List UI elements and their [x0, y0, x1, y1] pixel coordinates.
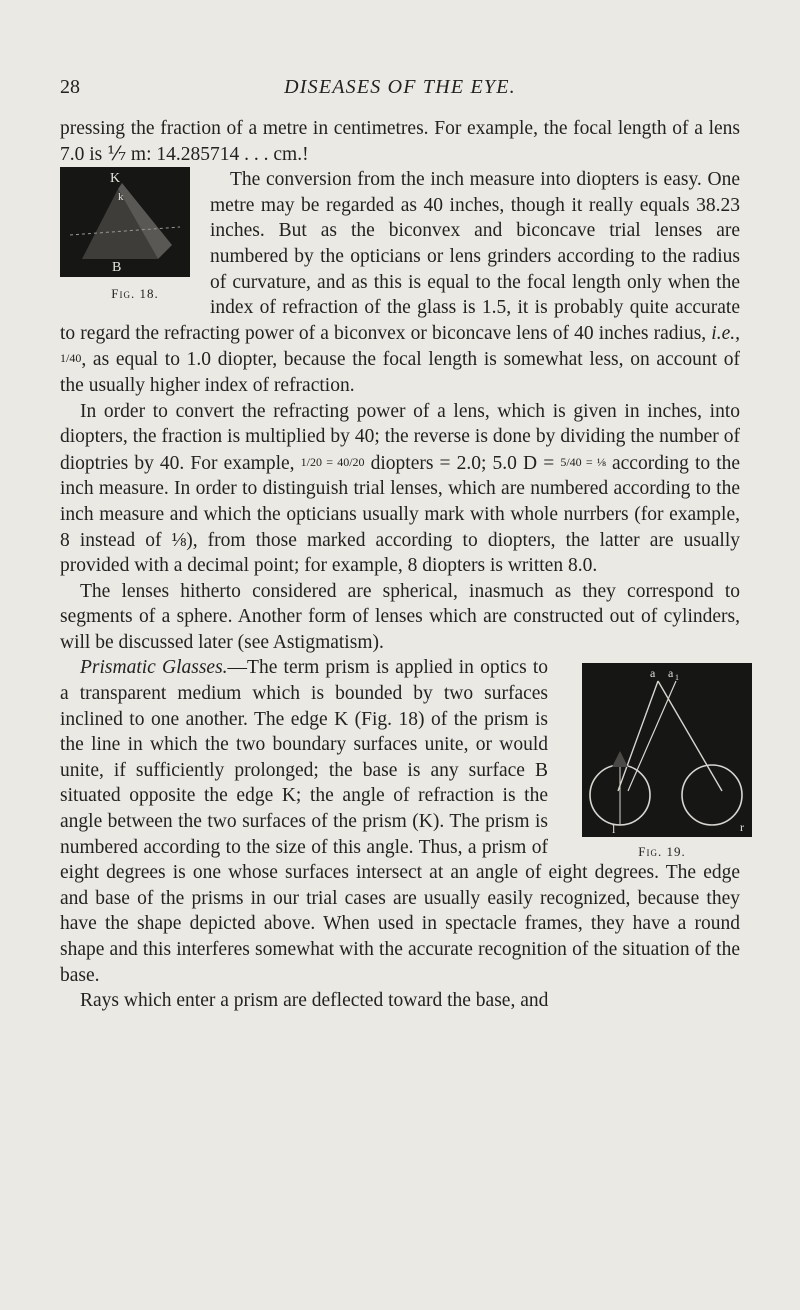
paragraph-2-end: , as equal to 1.0 diopter, because the focal length is somewhat less, on account of the usually higher index of refraction.	[60, 349, 740, 396]
prism-rays-diagram	[582, 663, 752, 837]
base-label-b: B	[112, 260, 122, 276]
paragraph-6: Rays which enter a prism are deflected toward the base, and	[80, 990, 549, 1012]
paragraph-3-end: according to the inch measure. In order to distinguish trial lenses, which are numbered according to the inch measure and which the opticians usually mark with whole nurrbers (for example, 8 instead of ⅛), from those marked according to diopters, the latter are usually provided with a decimal point; for example, 8 diopters is written 8.0.	[60, 452, 741, 577]
label-r: r	[740, 820, 744, 835]
page-number: 28	[60, 76, 80, 98]
label-a1-subscript: 1	[675, 673, 679, 683]
figure-18	[60, 167, 196, 302]
equation-2: 5/40 = ⅛	[560, 454, 606, 469]
figure-19	[562, 663, 744, 860]
ie-abbrev: i.e.,	[711, 322, 740, 344]
edge-label-k: K	[110, 171, 121, 187]
paragraph-4: The lenses hitherto considered are spherical, inasmuch as they correspond to segments of a sphere. Another form of lenses which are constructed out of cylinders, will be discussed later (see Astigmatism).	[60, 580, 740, 653]
equation-1: 1/20 = 40/20	[300, 454, 365, 469]
paragraph-2-text: The conversion from the inch measure into diopters is easy. One metre may be regarded as 40 inches, though it really equals 38.23 inches. But as the biconvex and biconcave trial lenses are numbered by the opticians or lens grinders according to the radius of curvature, and as this is equal to the focal length only when the index of refraction of the glass is 1.5, it is probably quite accurate to regard the refracting power of a biconvex or biconcave lens of 40 inches radius,	[60, 169, 740, 344]
paragraph-3-mid: diopters = 2.0; 5.0 D =	[370, 452, 555, 474]
figure-18-caption: Fig. 18.	[111, 286, 159, 302]
label-a1: a	[668, 666, 674, 681]
page-header	[60, 76, 740, 102]
paragraph-3-start: In order to convert the refracting power of a lens, which is given in inches, into diopters, the fraction is multiplied by 40; the reverse is done by dividing the number of dioptries by 40. For example,	[60, 400, 740, 474]
section-title-prismatic-glasses: Prismatic Glasses.	[80, 657, 228, 679]
fraction-1-40: 1/40	[60, 351, 82, 366]
prism-diagram	[60, 167, 190, 277]
figure-19-caption: Fig. 19.	[638, 844, 686, 860]
small-k-label: k	[118, 191, 124, 204]
paragraph-3	[60, 399, 740, 579]
paragraph-5	[60, 655, 744, 988]
label-l: l	[612, 822, 616, 837]
paragraph-2	[60, 167, 740, 398]
paragraph-5-text: —The term prism is applied in optics to a transparent medium which is bounded by two surfaces inclined to one another. The edge K (Fig. 18) of the prism is the line in which the two boundary surfaces unite, or would unite, if sufficiently prolonged; the base is any surface B situated opposite the edge K; the angle of refraction is the angle between the two surfaces of the prism (K). The prism is numbered according to the size of this angle. Thus, a prism of eight degrees is one whose surfaces intersect at an angle of eight degrees. The edge and base of the prisms in our trial cases are usually easily recognized, because they have the shape depicted above. When used in spectacle frames, they have a round shape and this interferes somewhat with the accurate recognition of the situation of the base.	[60, 657, 740, 986]
label-a: a	[650, 666, 656, 681]
running-title: DISEASES OF THE EYE.	[284, 76, 516, 98]
body-text	[60, 116, 744, 1014]
paragraph-1: pressing the fraction of a metre in centimetres. For example, the focal length of a lens 7.0 is ⅐ m: 14.285714 . . . cm.!	[60, 118, 740, 165]
